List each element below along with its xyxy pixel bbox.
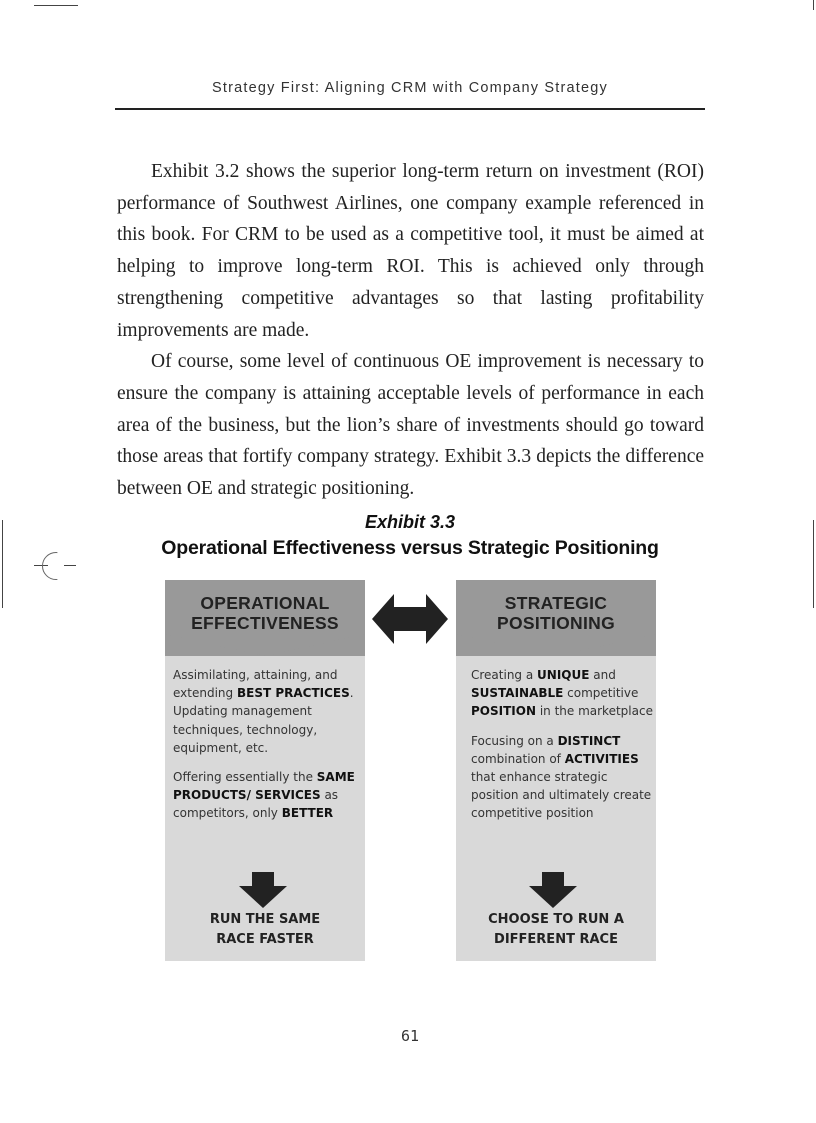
crop-mark-top-right (813, 0, 814, 10)
panel-paragraph-1: Assimilating, attaining, and extending BEST PRACTICES. Updating management techniques, technology, equipment, etc. (173, 668, 354, 755)
double-headed-arrow-icon (372, 594, 448, 644)
body-text (117, 156, 704, 505)
down-arrow-icon (239, 872, 287, 908)
exhibit-label: Exhibit 3.3 (364, 512, 456, 532)
registration-mark-line-right (64, 565, 76, 566)
exhibit-title: Operational Effectiveness versus Strategic Positioning (161, 537, 659, 559)
paragraph-1: Exhibit 3.2 shows the superior long-term return on investment (ROI) performance of Southwest Airlines, one company example referenced in this book. For CRM to be used as a competitive tool, it must be aimed at helping to improve long-term ROI. This is achieved only through strengthening competitive advantages so that lasting profitability improvements are made. (117, 161, 704, 341)
panel-paragraph-1: Creating a UNIQUE and SUSTAINABLE competitive POSITION in the marketplace (471, 668, 653, 719)
heading-line-1: STRATEGIC (504, 593, 608, 613)
running-head: Strategy First: Aligning CRM with Company Strategy (211, 80, 609, 96)
panel-heading (165, 593, 365, 633)
footer-line-2: RACE FASTER (216, 932, 314, 947)
down-arrow-icon (529, 872, 577, 908)
paragraph-2: Of course, some level of continuous OE improvement is necessary to ensure the company is attaining acceptable levels of performance in each area of the business, but the lion’s share of investments should go toward those areas that fortify company strategy. Exhibit 3.3 depicts the difference between OE and strategic positioning. (117, 351, 704, 500)
panel-heading (456, 593, 656, 633)
panel-body (471, 666, 653, 834)
panel-paragraph-2: Offering essentially the SAME PRODUCTS/ SERVICES as competitors, only BETTER (173, 770, 355, 821)
panel-footer (165, 910, 365, 950)
registration-mark-icon (42, 552, 70, 580)
page-number: 61 (400, 1027, 420, 1045)
footer-line-2: DIFFERENT RACE (494, 932, 618, 947)
panel-body (173, 666, 361, 834)
panel-paragraph-2: Focusing on a DISTINCT combination of ACTIVITIES that enhance strategic position and ultimately create competitive position (471, 733, 652, 821)
footer-line-1: CHOOSE TO RUN A (488, 912, 624, 927)
heading-line-2: POSITIONING (496, 613, 616, 633)
panel-footer (456, 910, 656, 950)
footer-line-1: RUN THE SAME (209, 912, 321, 927)
crop-mark-left-edge (2, 520, 3, 608)
strategic-positioning-panel (456, 580, 656, 961)
header-rule (115, 108, 705, 110)
heading-line-1: OPERATIONAL (200, 593, 330, 613)
operational-effectiveness-panel (165, 580, 365, 961)
crop-mark-right-edge (813, 520, 814, 608)
heading-line-2: EFFECTIVENESS (191, 613, 339, 633)
crop-mark-top-left (34, 5, 78, 6)
